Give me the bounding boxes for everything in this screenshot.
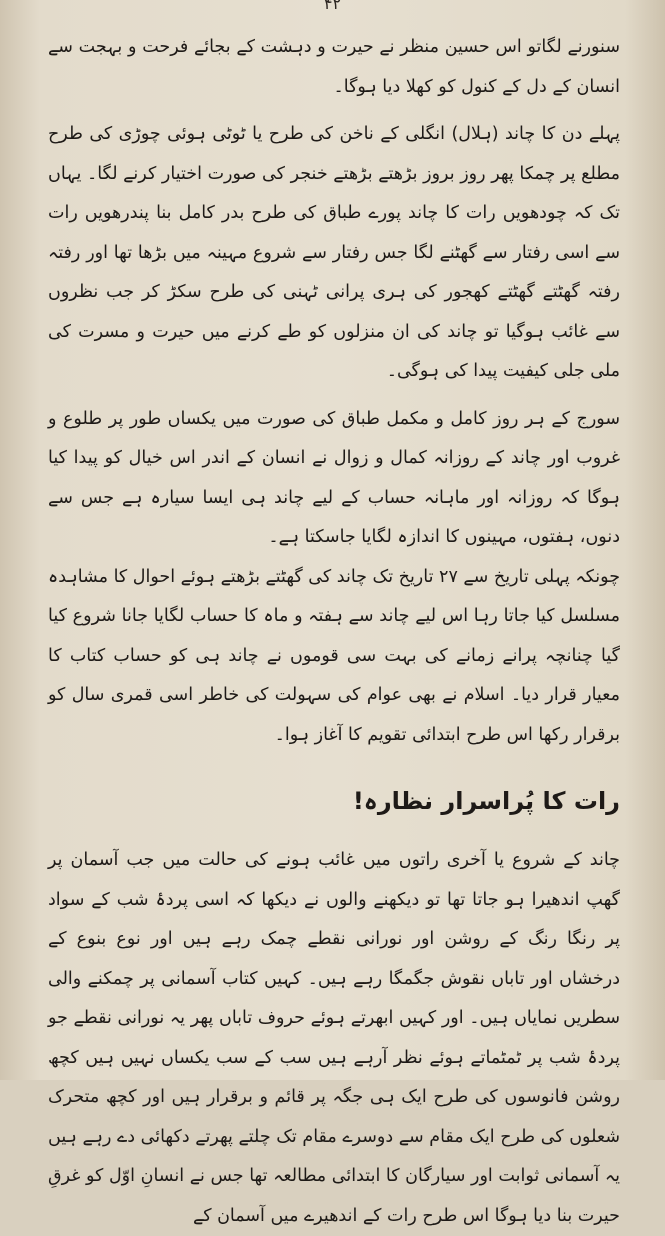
paragraph-gap bbox=[48, 392, 620, 400]
paragraph-4: چونکہ پہلی تاریخ سے ۲۷ تاریخ تک چاند کی گھٹتے بڑھتے ہوئے احوال کا مشاہدہ مسلسل کیا جاتا رہا اس لیے چاند سے ہفتہ و ماہ کا حساب لگایا جانا شروع کیا گیا چنانچہ پرانے زمانے کی بہت سی قوموں نے چاند ہی کو حساب کتاب کا معیار قرار دیا۔ اسلام نے بھی عوام کی سہولت کی خاطر اسی قمری سال کو برقرار رکھا اس طرح ابتدائی تقویم کا آغاز ہوا۔ bbox=[48, 566, 621, 745]
paragraph-gap bbox=[48, 107, 620, 115]
paragraph-2: پہلے دن کا چاند (ہلال) انگلی کے ناخن کی طرح یا ٹوٹی ہوئی چوڑی کی طرح مطلع پر چمکا پھر روز بروز بڑھتے بڑھتے خنجر کی صورت اختیار کرنے لگا۔ یہاں تک کہ چودھویں رات کا چاند پورے طباق کی طرح بدر کامل بنا پندرھویں رات سے اسی رفتار سے گھٹنے لگا جس رفتار سے شروع مہینہ میں بڑھا تھا اور رفتہ رفتہ گھٹتے گھٹتے کھجور کی ہری پرانی ٹہنی کی طرح سکڑ کر جب نظروں سے غائب ہوگیا تو چاند کی ان منزلوں کو طے کرنے میں حیرت و مسرت کی ملی جلی کیفیت پیدا کی ہوگی۔ bbox=[48, 124, 620, 381]
section-heading: رات کا پُراسرار نظارہ! bbox=[352, 787, 620, 815]
paragraph-5: چاند کے شروع یا آخری راتوں میں غائب ہونے کی حالت میں جب آسمان پر گھپ اندھیرا ہو جاتا تھا تو دیکھنے والوں نے دیکھا کہ اسی پردۂ شب کے سواد پر رنگا رنگ کے روشن اور نورانی نقطے چمک رہے ہیں اور نوع بنوع کے درخشاں اور تاباں نقوش جگمگا رہے ہیں۔ کہیں کتاب آسمانی پر چمکنے والی سطریں نمایاں ہیں۔ اور کہیں ابھرتے ہوئے حروف تاباں پھر یہ نورانی نقطے جو پردۂ شب پر ٹمٹماتے ہوئے نظر آرہے ہیں سب کے سب یکساں نہیں ہیں کچھ روشن فانوسوں کی طرح ایک ہی جگہ پر قائم و برقرار ہیں اور کچھ متحرک شعلوں کی طرح ایک مقام سے دوسرے مقام تک چلتے پھرتے دکھائی دے رہے ہیں یہ آسمانی ثوابت اور سیارگان کا ابتدائی مطالعہ تھا جس نے انسانِ اوّل کو غرقِ حیرت بنا دیا ہوگا اس طرح رات کے اندھیرے میں آسمان کے bbox=[48, 850, 620, 1226]
page-number: ۴۲ bbox=[323, 0, 342, 13]
paragraph-1: سنورنے لگاتو اس حسین منظر نے حیرت و دہشت کے بجائے فرحت و بہجت سے انسان کے دل کے کنول کو کھلا دیا ہوگا۔ bbox=[48, 37, 620, 97]
paragraph-3: سورج کے ہر روز کامل و مکمل طباق کی صورت میں یکساں طور پر طلوع و غروب اور چاند کے روزانہ کمال و زوال نے انسان کے اندر اس خیال کو پیدا کیا ہوگا کہ روزانہ اور ماہانہ حساب کے لیے چاند ہی ایسا سیارہ ہے جس سے دنوں، ہفتوں، مہینوں کا اندازہ لگایا جاسکتا ہے۔ bbox=[48, 408, 620, 547]
page-body bbox=[48, 28, 620, 1236]
